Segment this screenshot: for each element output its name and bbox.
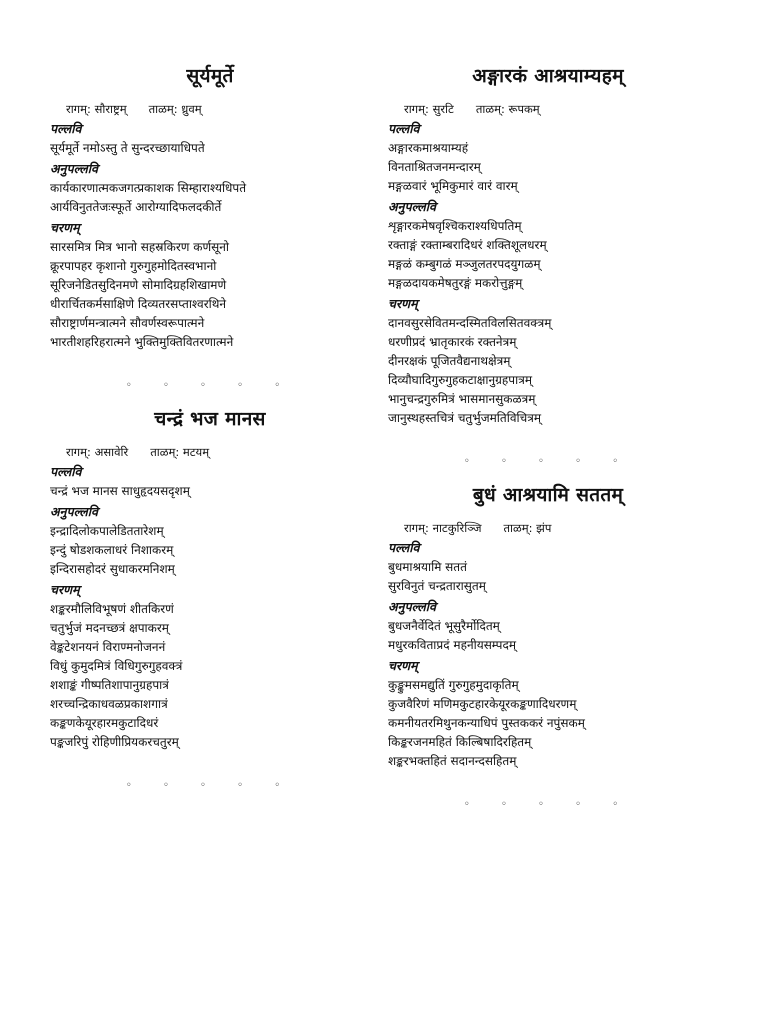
section-label: पल्लवि	[388, 121, 420, 136]
lyric-line: किङ्करजनमहितं किल्बिषादिरहितम्	[388, 735, 532, 749]
lyric-line: कुजवैरिणं मणिमकुटहारकेयूरकङ्कणादिधरणम्	[388, 697, 577, 711]
section-label: पल्लवि	[50, 121, 82, 136]
lyric-line: मङ्गळं कम्बुगळं मञ्जुलतरपदयुगळम्	[388, 257, 541, 271]
lyric-line: आर्यविनुततेजःस्फूर्ते आरोग्यादिफलदकीर्ते	[50, 200, 222, 214]
lyric-line: शङ्करमौलिविभूषणं शीतकिरणं	[50, 602, 174, 616]
tala-label: ताळम्: ध्रुवम्	[148, 102, 202, 116]
lyric-line: कुङ्कुमसमद्युतिं गुरुगुहमुदाकृतिम्	[388, 678, 519, 692]
raga-label: रागम्: असावेरि	[66, 445, 129, 459]
raga-label: रागम्: सुरटि	[404, 102, 454, 116]
tala-label: ताळम्: रूपकम्	[475, 102, 540, 116]
lyric-line: शरच्चन्द्रिकाधवळप्रकाशगात्रं	[50, 697, 168, 711]
lyric-line: भानुचन्द्रगुरुमित्रं भासमानसुकळत्रम्	[388, 392, 536, 406]
lyric-line: शशाङ्कं गीष्पतिशापानुग्रहपात्रं	[50, 678, 169, 692]
section-label: अनुपल्लवि	[50, 504, 98, 519]
lyric-line: बुधमाश्रयामि सततं	[388, 560, 467, 574]
song-title: सूर्यमूर्ते	[186, 65, 234, 87]
raga-tala-line	[50, 445, 370, 460]
section-label: चरणम्	[388, 658, 418, 673]
section-separator: ◦ ◦ ◦ ◦ ◦	[463, 799, 633, 810]
tala-label: ताळम्: झंप	[503, 521, 552, 535]
section-label: चरणम्	[50, 582, 80, 597]
lyric-line: मङ्गळवारं भूमिकुमारं वारं वारम्	[388, 179, 518, 193]
lyric-line: पङ्कजरिपुं रोहिणीप्रियकरचतुरम्	[50, 735, 179, 749]
lyric-line: सूर्यमूर्ते नमोऽस्तु ते सुन्दरच्छायाधिपते	[50, 141, 205, 155]
lyric-line: इन्दिरासहोदरं सुधाकरमनिशम्	[50, 562, 175, 576]
lyric-line: जानुस्थहस्तचित्रं चतुर्भुजमतिविचित्रम्	[388, 411, 542, 425]
lyric-line: रक्ताङ्गं रक्ताम्बरादिधरं शक्तिशूलधरम्	[388, 238, 547, 252]
lyric-line: इन्द्रादिलोकपालेडिततारेशम्	[50, 524, 164, 538]
song-block	[50, 405, 370, 791]
song-block	[388, 481, 708, 810]
section-label: चरणम्	[50, 220, 80, 235]
lyric-line: कङ्कणकेयूरहारमकुटादिधरं	[50, 716, 159, 730]
left-column	[50, 62, 370, 805]
lyric-line: चन्द्रं भज मानस साधुहृदयसदृशम्	[50, 484, 190, 498]
lyric-line: धीरार्चितकर्मसाक्षिणे दिव्यतरसप्ताश्वरथिने	[50, 297, 227, 311]
lyric-line: मङ्गळदायकमेषतुरङ्गं मकरोत्तुङ्गम्	[388, 276, 523, 290]
section-label: अनुपल्लवि	[388, 599, 436, 614]
raga-tala-line	[388, 102, 708, 117]
lyric-line: विनताश्रितजनमन्दारम्	[388, 160, 481, 174]
lyric-line: कार्यकारणात्मकजगत्प्रकाशक सिम्हाराश्यधिपते	[50, 181, 247, 195]
raga-label: रागम्: सौराष्ट्रम्	[66, 102, 127, 116]
section-label: पल्लवि	[50, 464, 82, 479]
lyric-line: सूरिजनेडितसुदिनमणे सोमादिग्रहशिखामणे	[50, 278, 227, 292]
right-column	[388, 62, 708, 824]
section-separator: ◦ ◦ ◦ ◦ ◦	[125, 380, 295, 391]
lyric-line: बुधजनैर्वेदितं भूसुरैर्मोदितम्	[388, 619, 500, 633]
lyric-line: विधुं कुमुदमित्रं विधिगुरुगुहवक्त्रं	[50, 659, 183, 673]
section-label: अनुपल्लवि	[388, 199, 436, 214]
lyric-line: दीनरक्षकं पूजितवैद्यनाथक्षेत्रम्	[388, 354, 511, 368]
lyric-line: चतुर्भुजं मदनच्छत्रं क्षपाकरम्	[50, 621, 169, 635]
song-title: अङ्गारकं आश्रयाम्यहम्	[472, 65, 624, 87]
lyric-line: इन्दुं षोडशकलाधरं निशाकरम्	[50, 543, 174, 557]
song-title: चन्द्रं भज मानस	[154, 408, 266, 430]
lyric-line: शृङ्गारकमेषवृश्चिकराश्यधिपतिम्	[388, 219, 522, 233]
tala-label: ताळम्: मटयम्	[150, 445, 210, 459]
lyric-line: धरणीप्रदं भ्रातृकारकं रक्तनेत्रम्	[388, 335, 517, 349]
lyric-line: अङ्गारकमाश्रयाम्यहं	[388, 141, 469, 155]
lyric-line: दानवसुरसेवितमन्दस्मितविलसितवक्त्रम्	[388, 316, 552, 330]
section-label: अनुपल्लवि	[50, 161, 98, 176]
lyric-line: भारतीशहरिहरात्मने भुक्तिमुक्तिवितरणात्मने	[50, 335, 234, 349]
section-separator: ◦ ◦ ◦ ◦ ◦	[125, 780, 295, 791]
lyric-line: सुरविनुतं चन्द्रतारासुतम्	[388, 579, 486, 593]
lyric-line: क्रूरपापहर कृशानो गुरुगुहमोदितस्वभानो	[50, 259, 217, 273]
song-block	[50, 62, 370, 391]
song-title: बुधं आश्रयामि सततम्	[472, 484, 624, 506]
lyric-line: मधुरकविताप्रदं महनीयसम्पदम्	[388, 638, 517, 652]
raga-tala-line	[388, 521, 708, 536]
raga-tala-line	[50, 102, 370, 117]
lyric-line: सारसमित्र मित्र भानो सहस्रकिरण कर्णसूनो	[50, 240, 230, 254]
section-separator: ◦ ◦ ◦ ◦ ◦	[463, 456, 633, 467]
lyric-line: कमनीयतरमिथुनकन्याधिपं पुस्तककरं नपुंसकम्	[388, 716, 585, 730]
lyric-line: सौराष्ट्रार्णमन्त्रात्मने सौवर्णस्वरूपात्मने	[50, 316, 205, 330]
lyric-line: दिव्यौघादिगुरुगुहकटाक्षानुग्रहपात्रम्	[388, 373, 533, 387]
section-label: पल्लवि	[388, 540, 420, 555]
song-block	[388, 62, 708, 467]
raga-label: रागम्: नाटकुरिञ्जि	[404, 521, 482, 535]
lyric-line: वेङ्कटेशनयनं विराण्मनोजननं	[50, 640, 166, 654]
lyric-line: शङ्करभक्तहितं सदानन्दसहितम्	[388, 754, 517, 768]
section-label: चरणम्	[388, 296, 418, 311]
